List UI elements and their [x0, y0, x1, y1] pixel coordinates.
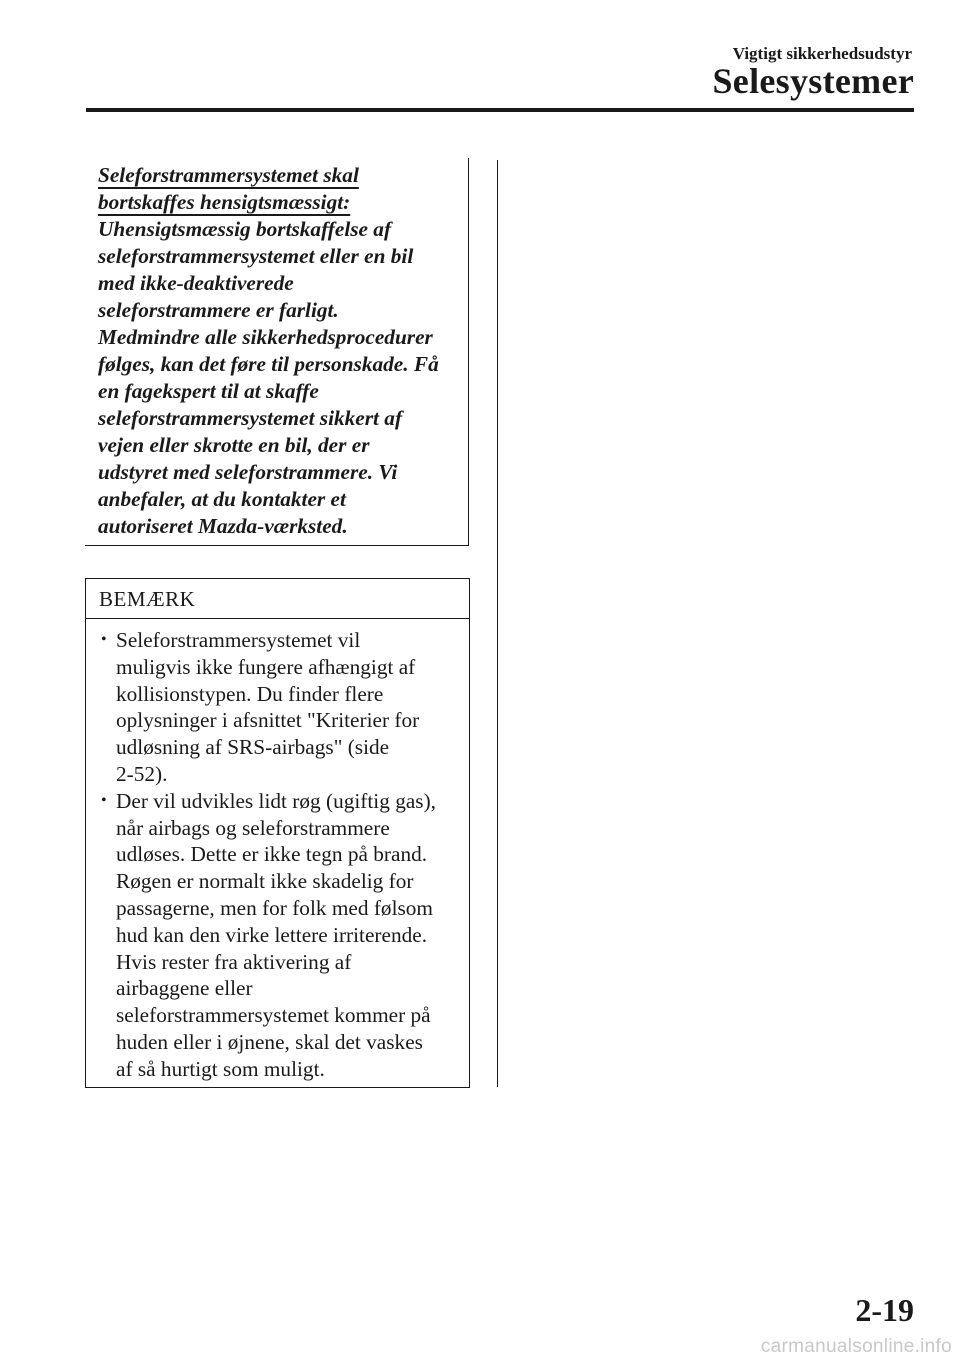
warning-body-line: vejen eller skrotte en bil, der er — [98, 433, 370, 457]
warning-heading-line: bortskaffes hensigtsmæssigt: — [98, 190, 351, 214]
note-line: oplysninger i afsnittet "Kriterier for — [116, 708, 420, 733]
warning-body-line: anbefaler, at du kontakter et — [98, 487, 346, 511]
note-line: hud kan den virke lettere irriterende. — [116, 922, 428, 947]
note-line: når airbags og seleforstrammere — [116, 815, 390, 840]
note-line: passagerne, men for folk med følsom — [116, 895, 433, 920]
note-line: udløses. Dette er ikke tegn på brand. — [116, 842, 428, 867]
warning-body-line: udstyret med seleforstrammere. Vi — [98, 460, 398, 484]
note-list — [86, 619, 469, 1083]
warning-body-line: Uhensigtsmæssig bortskaffelse af — [98, 217, 392, 241]
note-line: kollisionstypen. Du finder flere — [116, 681, 384, 706]
warning-body-line: følges, kan det føre til personskade. Få — [98, 352, 439, 376]
note-item — [101, 788, 457, 1083]
note-line: udløsning af SRS-airbags" (side — [116, 735, 390, 760]
page-title: Selesystemer — [712, 61, 914, 101]
note-line: Hvis rester fra aktivering af — [116, 949, 352, 974]
note-title: BEMÆRK — [86, 579, 469, 619]
warning-heading-line: Seleforstrammersystemet skal — [98, 163, 359, 187]
page-number: 2-19 — [855, 1292, 914, 1328]
note-line: airbaggene eller — [116, 976, 253, 1001]
column-divider — [497, 160, 498, 1087]
warning-body-line: en fagekspert til at skaffe — [98, 379, 319, 403]
warning-heading — [98, 162, 460, 216]
note-line: Seleforstrammersystemet vil — [116, 628, 361, 652]
warning-box — [85, 158, 469, 546]
warning-body-line: seleforstrammersystemet eller en bil — [98, 244, 414, 268]
note-line: 2-52). — [116, 761, 168, 786]
warning-body-line: seleforstrammersystemet sikkert af — [98, 406, 403, 430]
bullet-icon: • — [101, 791, 107, 809]
watermark[interactable]: carmanualsonline.info — [760, 1336, 952, 1357]
warning-body-line: Medmindre alle sikkerhedsprocedurer — [98, 325, 433, 349]
warning-body-line: med ikke-deaktiverede — [98, 271, 294, 295]
bullet-icon: • — [101, 631, 107, 648]
note-box — [85, 578, 470, 1088]
warning-body-line: seleforstrammere er farligt. — [98, 298, 339, 322]
warning-body-line: autoriseret Mazda-værksted. — [98, 514, 348, 538]
note-line: Røgen er normalt ikke skadelig for — [116, 869, 414, 894]
note-line: muligvis ikke fungere afhængigt af — [116, 654, 416, 679]
note-line: af så hurtigt som muligt. — [116, 1056, 325, 1081]
section-name: Vigtigt sikkerhedsudstyr — [732, 44, 912, 63]
note-item — [101, 627, 457, 788]
note-line: seleforstrammersystemet kommer på — [116, 1003, 431, 1028]
warning-body — [98, 216, 460, 540]
header-rule — [86, 108, 914, 112]
note-line: Der vil udvikles lidt røg (ugiftig gas), — [116, 788, 436, 813]
note-line: huden eller i øjnene, skal det vaskes — [116, 1029, 423, 1054]
